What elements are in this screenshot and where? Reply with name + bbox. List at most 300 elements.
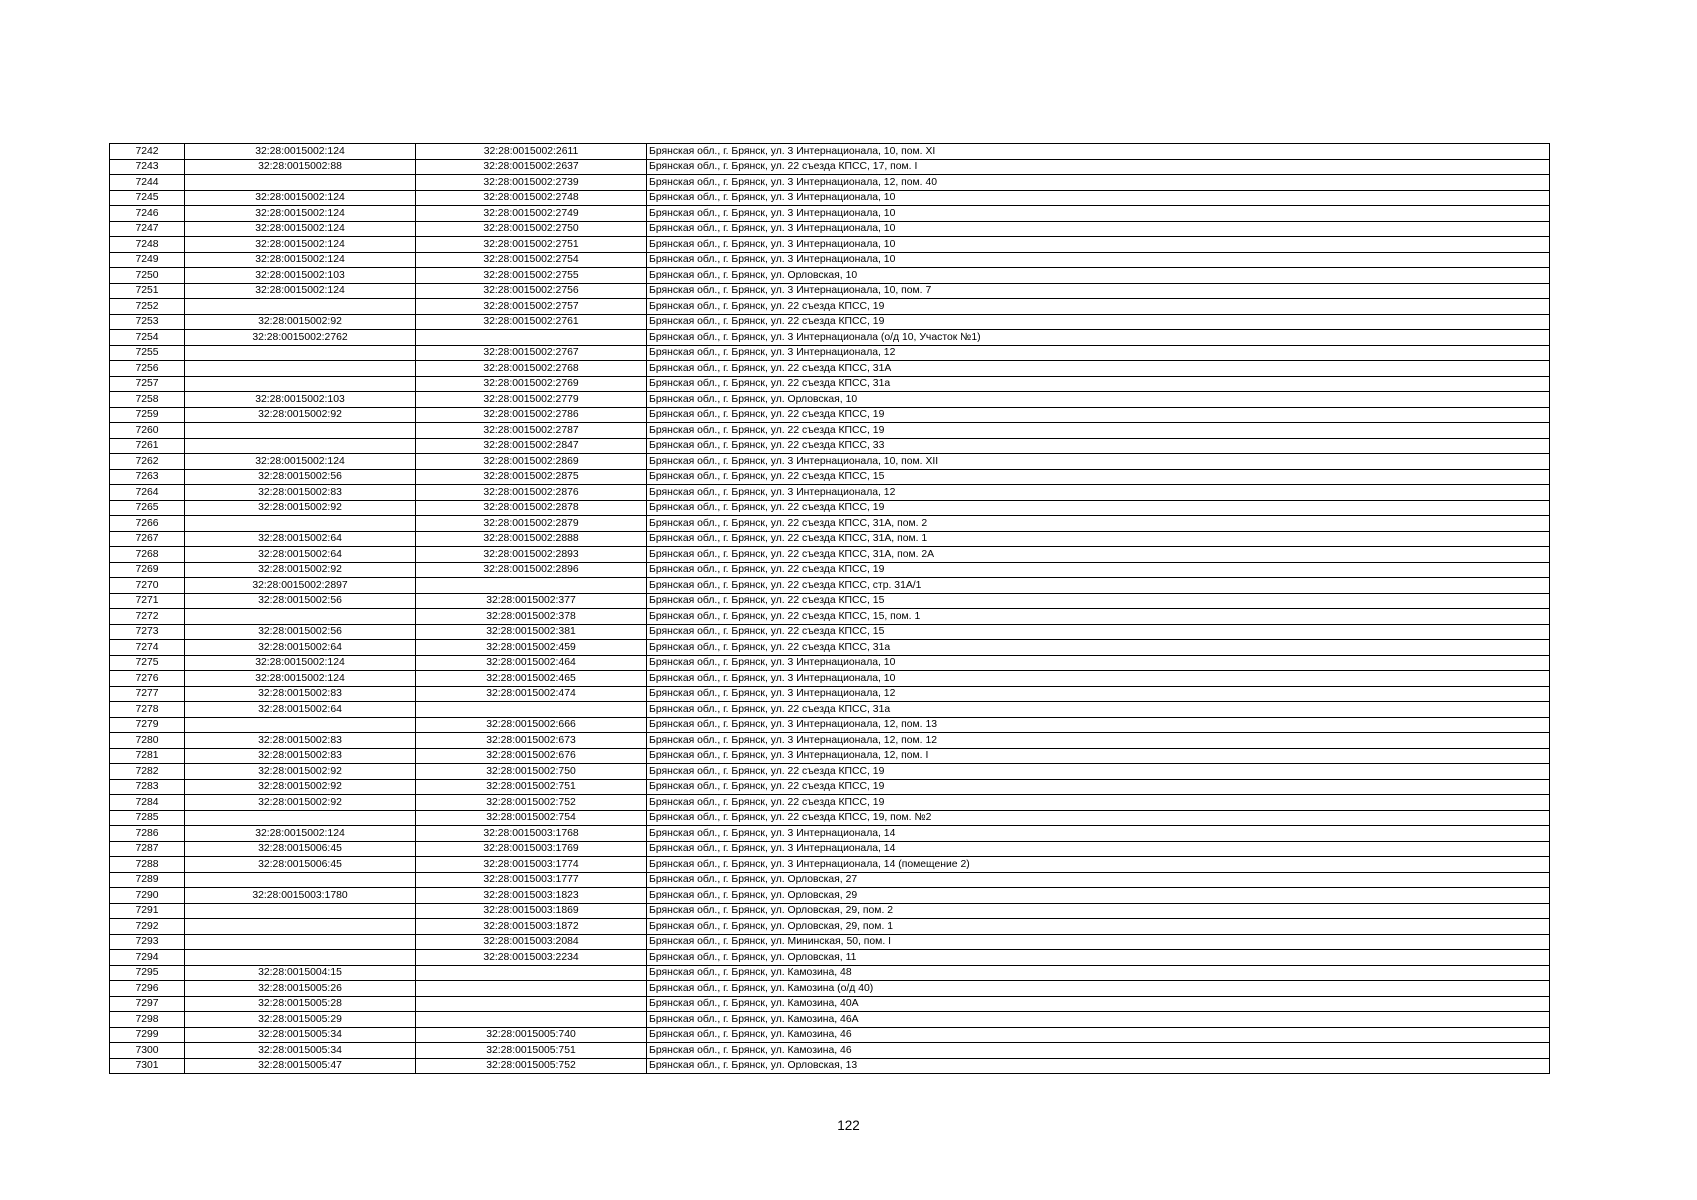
object-cadastral-number-cell: 32:28:0015002:2888	[416, 531, 647, 547]
parcel-cadastral-number-cell	[185, 423, 416, 439]
object-cadastral-number-cell: 32:28:0015002:2767	[416, 345, 647, 361]
address-cell: Брянская обл., г. Брянск, ул. 3 Интернационала, 10, пом. XI	[647, 144, 1550, 160]
row-number-cell: 7279	[110, 717, 185, 733]
table-row	[110, 965, 1550, 981]
address-cell: Брянская обл., г. Брянск, ул. 22 съезда КПСС, 19	[647, 795, 1550, 811]
address-cell: Брянская обл., г. Брянск, ул. 3 Интернационала, 10	[647, 237, 1550, 253]
address-cell: Брянская обл., г. Брянск, ул. Орловская, 29, пом. 2	[647, 903, 1550, 919]
row-number-cell: 7242	[110, 144, 185, 160]
parcel-cadastral-number-cell: 32:28:0015002:56	[185, 593, 416, 609]
address-cell: Брянская обл., г. Брянск, ул. 3 Интернационала (о/д 10, Участок №1)	[647, 330, 1550, 346]
row-number-cell: 7276	[110, 671, 185, 687]
parcel-cadastral-number-cell: 32:28:0015005:28	[185, 996, 416, 1012]
address-cell: Брянская обл., г. Брянск, ул. 22 съезда КПСС, 19	[647, 562, 1550, 578]
object-cadastral-number-cell: 32:28:0015002:2751	[416, 237, 647, 253]
object-cadastral-number-cell: 32:28:0015003:1823	[416, 888, 647, 904]
parcel-cadastral-number-cell: 32:28:0015002:92	[185, 407, 416, 423]
table-row	[110, 996, 1550, 1012]
row-number-cell: 7269	[110, 562, 185, 578]
address-cell: Брянская обл., г. Брянск, ул. 3 Интернационала, 12, пом. 40	[647, 175, 1550, 191]
table-row	[110, 144, 1550, 160]
address-cell: Брянская обл., г. Брянск, ул. 22 съезда КПСС, 31А, пом. 2	[647, 516, 1550, 532]
address-cell: Брянская обл., г. Брянск, ул. Камозина, 46	[647, 1043, 1550, 1059]
row-number-cell: 7256	[110, 361, 185, 377]
table-row	[110, 438, 1550, 454]
table-row	[110, 903, 1550, 919]
parcel-cadastral-number-cell: 32:28:0015002:103	[185, 268, 416, 284]
row-number-cell: 7270	[110, 578, 185, 594]
object-cadastral-number-cell	[416, 1012, 647, 1028]
registry-table	[109, 143, 1550, 1074]
address-cell: Брянская обл., г. Брянск, ул. 22 съезда КПСС, 15	[647, 593, 1550, 609]
address-cell: Брянская обл., г. Брянск, ул. 3 Интернационала, 10	[647, 206, 1550, 222]
parcel-cadastral-number-cell: 32:28:0015002:124	[185, 190, 416, 206]
parcel-cadastral-number-cell: 32:28:0015005:26	[185, 981, 416, 997]
table-row	[110, 779, 1550, 795]
row-number-cell: 7301	[110, 1058, 185, 1074]
object-cadastral-number-cell	[416, 578, 647, 594]
row-number-cell: 7297	[110, 996, 185, 1012]
row-number-cell: 7263	[110, 469, 185, 485]
row-number-cell: 7290	[110, 888, 185, 904]
row-number-cell: 7266	[110, 516, 185, 532]
row-number-cell: 7299	[110, 1027, 185, 1043]
table-row	[110, 640, 1550, 656]
address-cell: Брянская обл., г. Брянск, ул. 3 Интернационала, 14	[647, 841, 1550, 857]
parcel-cadastral-number-cell: 32:28:0015005:29	[185, 1012, 416, 1028]
parcel-cadastral-number-cell: 32:28:0015002:124	[185, 252, 416, 268]
row-number-cell: 7254	[110, 330, 185, 346]
object-cadastral-number-cell: 32:28:0015002:2779	[416, 392, 647, 408]
address-cell: Брянская обл., г. Брянск, ул. Орловская, 10	[647, 268, 1550, 284]
table-row	[110, 175, 1550, 191]
object-cadastral-number-cell: 32:28:0015002:474	[416, 686, 647, 702]
object-cadastral-number-cell: 32:28:0015002:2896	[416, 562, 647, 578]
row-number-cell: 7251	[110, 283, 185, 299]
object-cadastral-number-cell: 32:28:0015002:2879	[416, 516, 647, 532]
object-cadastral-number-cell: 32:28:0015003:1872	[416, 919, 647, 935]
address-cell: Брянская обл., г. Брянск, ул. 3 Интернационала, 10	[647, 252, 1550, 268]
parcel-cadastral-number-cell: 32:28:0015002:64	[185, 547, 416, 563]
address-cell: Брянская обл., г. Брянск, ул. 22 съезда КПСС, 19	[647, 314, 1550, 330]
object-cadastral-number-cell: 32:28:0015002:2755	[416, 268, 647, 284]
object-cadastral-number-cell	[416, 702, 647, 718]
parcel-cadastral-number-cell	[185, 345, 416, 361]
address-cell: Брянская обл., г. Брянск, ул. 22 съезда КПСС, 19	[647, 500, 1550, 516]
object-cadastral-number-cell: 32:28:0015002:754	[416, 810, 647, 826]
row-number-cell: 7289	[110, 872, 185, 888]
parcel-cadastral-number-cell: 32:28:0015002:83	[185, 748, 416, 764]
table-row	[110, 872, 1550, 888]
object-cadastral-number-cell: 32:28:0015002:2757	[416, 299, 647, 315]
row-number-cell: 7292	[110, 919, 185, 935]
table-row	[110, 934, 1550, 950]
parcel-cadastral-number-cell	[185, 438, 416, 454]
table-row	[110, 392, 1550, 408]
table-row	[110, 1058, 1550, 1074]
row-number-cell: 7262	[110, 454, 185, 470]
address-cell: Брянская обл., г. Брянск, ул. 22 съезда КПСС, 19	[647, 423, 1550, 439]
address-cell: Брянская обл., г. Брянск, ул. Мининская, 50, пом. I	[647, 934, 1550, 950]
row-number-cell: 7252	[110, 299, 185, 315]
table-row	[110, 609, 1550, 625]
parcel-cadastral-number-cell: 32:28:0015002:2762	[185, 330, 416, 346]
object-cadastral-number-cell: 32:28:0015002:2847	[416, 438, 647, 454]
table-row	[110, 795, 1550, 811]
registry-table-body	[110, 144, 1550, 1074]
row-number-cell: 7288	[110, 857, 185, 873]
parcel-cadastral-number-cell: 32:28:0015002:124	[185, 144, 416, 160]
row-number-cell: 7245	[110, 190, 185, 206]
table-row	[110, 454, 1550, 470]
address-cell: Брянская обл., г. Брянск, ул. 22 съезда КПСС, 15	[647, 624, 1550, 640]
object-cadastral-number-cell: 32:28:0015002:459	[416, 640, 647, 656]
table-row	[110, 345, 1550, 361]
parcel-cadastral-number-cell: 32:28:0015003:1780	[185, 888, 416, 904]
parcel-cadastral-number-cell	[185, 934, 416, 950]
address-cell: Брянская обл., г. Брянск, ул. 22 съезда КПСС, 31А	[647, 361, 1550, 377]
parcel-cadastral-number-cell	[185, 361, 416, 377]
table-row	[110, 237, 1550, 253]
object-cadastral-number-cell: 32:28:0015002:2869	[416, 454, 647, 470]
row-number-cell: 7271	[110, 593, 185, 609]
address-cell: Брянская обл., г. Брянск, ул. 22 съезда КПСС, 31а	[647, 702, 1550, 718]
table-row	[110, 159, 1550, 175]
address-cell: Брянская обл., г. Брянск, ул. 22 съезда КПСС, 19	[647, 764, 1550, 780]
address-cell: Брянская обл., г. Брянск, ул. 3 Интернационала, 12, пом. 12	[647, 733, 1550, 749]
address-cell: Брянская обл., г. Брянск, ул. 22 съезда КПСС, 19	[647, 779, 1550, 795]
table-row	[110, 330, 1550, 346]
table-row	[110, 299, 1550, 315]
address-cell: Брянская обл., г. Брянск, ул. 22 съезда КПСС, 31а	[647, 376, 1550, 392]
parcel-cadastral-number-cell: 32:28:0015002:124	[185, 655, 416, 671]
address-cell: Брянская обл., г. Брянск, ул. Орловская, 10	[647, 392, 1550, 408]
object-cadastral-number-cell	[416, 965, 647, 981]
row-number-cell: 7273	[110, 624, 185, 640]
parcel-cadastral-number-cell: 32:28:0015002:124	[185, 826, 416, 842]
table-row	[110, 516, 1550, 532]
table-row	[110, 1043, 1550, 1059]
object-cadastral-number-cell: 32:28:0015002:750	[416, 764, 647, 780]
parcel-cadastral-number-cell: 32:28:0015006:45	[185, 857, 416, 873]
row-number-cell: 7258	[110, 392, 185, 408]
object-cadastral-number-cell: 32:28:0015002:752	[416, 795, 647, 811]
parcel-cadastral-number-cell: 32:28:0015002:124	[185, 671, 416, 687]
address-cell: Брянская обл., г. Брянск, ул. 3 Интернационала, 12	[647, 686, 1550, 702]
row-number-cell: 7275	[110, 655, 185, 671]
object-cadastral-number-cell: 32:28:0015002:378	[416, 609, 647, 625]
table-row	[110, 857, 1550, 873]
parcel-cadastral-number-cell: 32:28:0015002:124	[185, 454, 416, 470]
address-cell: Брянская обл., г. Брянск, ул. Орловская, 29, пом. 1	[647, 919, 1550, 935]
object-cadastral-number-cell: 32:28:0015002:2761	[416, 314, 647, 330]
address-cell: Брянская обл., г. Брянск, ул. 22 съезда КПСС, 19	[647, 299, 1550, 315]
table-row	[110, 981, 1550, 997]
parcel-cadastral-number-cell: 32:28:0015002:124	[185, 221, 416, 237]
table-row	[110, 717, 1550, 733]
table-row	[110, 268, 1550, 284]
parcel-cadastral-number-cell: 32:28:0015002:56	[185, 469, 416, 485]
object-cadastral-number-cell: 32:28:0015002:2749	[416, 206, 647, 222]
table-row	[110, 578, 1550, 594]
object-cadastral-number-cell: 32:28:0015002:2739	[416, 175, 647, 191]
parcel-cadastral-number-cell: 32:28:0015002:92	[185, 764, 416, 780]
object-cadastral-number-cell: 32:28:0015002:381	[416, 624, 647, 640]
row-number-cell: 7257	[110, 376, 185, 392]
table-row	[110, 686, 1550, 702]
row-number-cell: 7267	[110, 531, 185, 547]
table-row	[110, 671, 1550, 687]
parcel-cadastral-number-cell: 32:28:0015002:64	[185, 531, 416, 547]
row-number-cell: 7280	[110, 733, 185, 749]
parcel-cadastral-number-cell: 32:28:0015002:64	[185, 640, 416, 656]
table-row	[110, 919, 1550, 935]
object-cadastral-number-cell: 32:28:0015003:2234	[416, 950, 647, 966]
object-cadastral-number-cell: 32:28:0015002:2750	[416, 221, 647, 237]
parcel-cadastral-number-cell	[185, 872, 416, 888]
table-row	[110, 562, 1550, 578]
table-row	[110, 764, 1550, 780]
table-row	[110, 407, 1550, 423]
object-cadastral-number-cell: 32:28:0015002:673	[416, 733, 647, 749]
address-cell: Брянская обл., г. Брянск, ул. 22 съезда КПСС, 33	[647, 438, 1550, 454]
row-number-cell: 7261	[110, 438, 185, 454]
table-row	[110, 841, 1550, 857]
parcel-cadastral-number-cell	[185, 810, 416, 826]
parcel-cadastral-number-cell: 32:28:0015002:88	[185, 159, 416, 175]
address-cell: Брянская обл., г. Брянск, ул. 3 Интернационала, 10, пом. 7	[647, 283, 1550, 299]
table-row	[110, 423, 1550, 439]
object-cadastral-number-cell: 32:28:0015005:752	[416, 1058, 647, 1074]
object-cadastral-number-cell: 32:28:0015003:1769	[416, 841, 647, 857]
object-cadastral-number-cell: 32:28:0015002:666	[416, 717, 647, 733]
row-number-cell: 7268	[110, 547, 185, 563]
address-cell: Брянская обл., г. Брянск, ул. Орловская, 13	[647, 1058, 1550, 1074]
table-row	[110, 888, 1550, 904]
table-row	[110, 485, 1550, 501]
row-number-cell: 7296	[110, 981, 185, 997]
address-cell: Брянская обл., г. Брянск, ул. Орловская, 27	[647, 872, 1550, 888]
parcel-cadastral-number-cell	[185, 516, 416, 532]
object-cadastral-number-cell: 32:28:0015002:2875	[416, 469, 647, 485]
parcel-cadastral-number-cell	[185, 903, 416, 919]
parcel-cadastral-number-cell: 32:28:0015005:34	[185, 1043, 416, 1059]
address-cell: Брянская обл., г. Брянск, ул. Орловская, 11	[647, 950, 1550, 966]
address-cell: Брянская обл., г. Брянск, ул. 3 Интернационала, 12, пом. 13	[647, 717, 1550, 733]
parcel-cadastral-number-cell: 32:28:0015002:124	[185, 206, 416, 222]
parcel-cadastral-number-cell: 32:28:0015002:92	[185, 795, 416, 811]
row-number-cell: 7287	[110, 841, 185, 857]
object-cadastral-number-cell: 32:28:0015002:2756	[416, 283, 647, 299]
table-row	[110, 206, 1550, 222]
row-number-cell: 7286	[110, 826, 185, 842]
object-cadastral-number-cell: 32:28:0015002:2876	[416, 485, 647, 501]
parcel-cadastral-number-cell: 32:28:0015006:45	[185, 841, 416, 857]
address-cell: Брянская обл., г. Брянск, ул. 3 Интернационала, 12	[647, 485, 1550, 501]
parcel-cadastral-number-cell: 32:28:0015002:83	[185, 485, 416, 501]
address-cell: Брянская обл., г. Брянск, ул. 22 съезда КПСС, 19	[647, 407, 1550, 423]
parcel-cadastral-number-cell: 32:28:0015002:124	[185, 237, 416, 253]
address-cell: Брянская обл., г. Брянск, ул. Камозина, 46	[647, 1027, 1550, 1043]
parcel-cadastral-number-cell: 32:28:0015002:124	[185, 283, 416, 299]
table-row	[110, 624, 1550, 640]
address-cell: Брянская обл., г. Брянск, ул. 22 съезда КПСС, 31А, пом. 2А	[647, 547, 1550, 563]
row-number-cell: 7278	[110, 702, 185, 718]
table-row	[110, 1012, 1550, 1028]
table-row	[110, 593, 1550, 609]
table-row	[110, 283, 1550, 299]
row-number-cell: 7259	[110, 407, 185, 423]
object-cadastral-number-cell	[416, 981, 647, 997]
table-row	[110, 376, 1550, 392]
parcel-cadastral-number-cell: 32:28:0015002:92	[185, 562, 416, 578]
table-row	[110, 733, 1550, 749]
row-number-cell: 7260	[110, 423, 185, 439]
row-number-cell: 7274	[110, 640, 185, 656]
address-cell: Брянская обл., г. Брянск, ул. 3 Интернационала, 10, пом. XII	[647, 454, 1550, 470]
row-number-cell: 7282	[110, 764, 185, 780]
object-cadastral-number-cell: 32:28:0015002:377	[416, 593, 647, 609]
address-cell: Брянская обл., г. Брянск, ул. 3 Интернационала, 10	[647, 671, 1550, 687]
parcel-cadastral-number-cell	[185, 299, 416, 315]
table-row	[110, 500, 1550, 516]
object-cadastral-number-cell	[416, 996, 647, 1012]
address-cell: Брянская обл., г. Брянск, ул. 22 съезда КПСС, 15	[647, 469, 1550, 485]
row-number-cell: 7284	[110, 795, 185, 811]
row-number-cell: 7247	[110, 221, 185, 237]
row-number-cell: 7248	[110, 237, 185, 253]
object-cadastral-number-cell: 32:28:0015002:464	[416, 655, 647, 671]
parcel-cadastral-number-cell: 32:28:0015002:103	[185, 392, 416, 408]
address-cell: Брянская обл., г. Брянск, ул. 3 Интернационала, 10	[647, 221, 1550, 237]
row-number-cell: 7246	[110, 206, 185, 222]
object-cadastral-number-cell: 32:28:0015002:2878	[416, 500, 647, 516]
address-cell: Брянская обл., г. Брянск, ул. 22 съезда КПСС, стр. 31А/1	[647, 578, 1550, 594]
table-row	[110, 1027, 1550, 1043]
object-cadastral-number-cell: 32:28:0015002:2637	[416, 159, 647, 175]
row-number-cell: 7283	[110, 779, 185, 795]
address-cell: Брянская обл., г. Брянск, ул. 3 Интернационала, 14	[647, 826, 1550, 842]
object-cadastral-number-cell: 32:28:0015005:751	[416, 1043, 647, 1059]
table-row	[110, 702, 1550, 718]
row-number-cell: 7243	[110, 159, 185, 175]
parcel-cadastral-number-cell: 32:28:0015002:83	[185, 686, 416, 702]
address-cell: Брянская обл., г. Брянск, ул. 22 съезда КПСС, 19, пом. №2	[647, 810, 1550, 826]
parcel-cadastral-number-cell: 32:28:0015002:92	[185, 779, 416, 795]
address-cell: Брянская обл., г. Брянск, ул. Камозина, 46А	[647, 1012, 1550, 1028]
table-row	[110, 221, 1550, 237]
table-row	[110, 547, 1550, 563]
row-number-cell: 7250	[110, 268, 185, 284]
row-number-cell: 7285	[110, 810, 185, 826]
address-cell: Брянская обл., г. Брянск, ул. 22 съезда КПСС, 31а	[647, 640, 1550, 656]
parcel-cadastral-number-cell: 32:28:0015002:56	[185, 624, 416, 640]
row-number-cell: 7294	[110, 950, 185, 966]
address-cell: Брянская обл., г. Брянск, ул. Камозина (о/д 40)	[647, 981, 1550, 997]
address-cell: Брянская обл., г. Брянск, ул. 3 Интернационала, 10	[647, 655, 1550, 671]
parcel-cadastral-number-cell	[185, 950, 416, 966]
object-cadastral-number-cell: 32:28:0015002:751	[416, 779, 647, 795]
object-cadastral-number-cell: 32:28:0015002:2893	[416, 547, 647, 563]
row-number-cell: 7249	[110, 252, 185, 268]
row-number-cell: 7291	[110, 903, 185, 919]
table-row	[110, 531, 1550, 547]
parcel-cadastral-number-cell: 32:28:0015002:64	[185, 702, 416, 718]
address-cell: Брянская обл., г. Брянск, ул. 22 съезда КПСС, 31А, пом. 1	[647, 531, 1550, 547]
address-cell: Брянская обл., г. Брянск, ул. 3 Интернационала, 10	[647, 190, 1550, 206]
row-number-cell: 7295	[110, 965, 185, 981]
table-row	[110, 190, 1550, 206]
row-number-cell: 7244	[110, 175, 185, 191]
address-cell: Брянская обл., г. Брянск, ул. Камозина, 48	[647, 965, 1550, 981]
parcel-cadastral-number-cell: 32:28:0015002:2897	[185, 578, 416, 594]
parcel-cadastral-number-cell	[185, 376, 416, 392]
row-number-cell: 7300	[110, 1043, 185, 1059]
table-row	[110, 252, 1550, 268]
object-cadastral-number-cell	[416, 330, 647, 346]
object-cadastral-number-cell: 32:28:0015002:2786	[416, 407, 647, 423]
row-number-cell: 7293	[110, 934, 185, 950]
parcel-cadastral-number-cell: 32:28:0015002:92	[185, 500, 416, 516]
address-cell: Брянская обл., г. Брянск, ул. 3 Интернационала, 12, пом. I	[647, 748, 1550, 764]
object-cadastral-number-cell: 32:28:0015005:740	[416, 1027, 647, 1043]
row-number-cell: 7264	[110, 485, 185, 501]
parcel-cadastral-number-cell: 32:28:0015002:92	[185, 314, 416, 330]
table-row	[110, 950, 1550, 966]
object-cadastral-number-cell: 32:28:0015003:1768	[416, 826, 647, 842]
table-row	[110, 314, 1550, 330]
row-number-cell: 7265	[110, 500, 185, 516]
address-cell: Брянская обл., г. Брянск, ул. 3 Интернационала, 12	[647, 345, 1550, 361]
table-row	[110, 826, 1550, 842]
parcel-cadastral-number-cell: 32:28:0015004:15	[185, 965, 416, 981]
object-cadastral-number-cell: 32:28:0015002:2611	[416, 144, 647, 160]
object-cadastral-number-cell: 32:28:0015003:1777	[416, 872, 647, 888]
row-number-cell: 7281	[110, 748, 185, 764]
table-row	[110, 748, 1550, 764]
table-row	[110, 810, 1550, 826]
object-cadastral-number-cell: 32:28:0015003:2084	[416, 934, 647, 950]
address-cell: Брянская обл., г. Брянск, ул. Камозина, 40А	[647, 996, 1550, 1012]
object-cadastral-number-cell: 32:28:0015002:2769	[416, 376, 647, 392]
row-number-cell: 7253	[110, 314, 185, 330]
parcel-cadastral-number-cell	[185, 919, 416, 935]
parcel-cadastral-number-cell	[185, 717, 416, 733]
parcel-cadastral-number-cell: 32:28:0015005:34	[185, 1027, 416, 1043]
row-number-cell: 7277	[110, 686, 185, 702]
object-cadastral-number-cell: 32:28:0015002:2787	[416, 423, 647, 439]
object-cadastral-number-cell: 32:28:0015002:2748	[416, 190, 647, 206]
object-cadastral-number-cell: 32:28:0015002:2768	[416, 361, 647, 377]
row-number-cell: 7298	[110, 1012, 185, 1028]
page-number: 122	[837, 1118, 860, 1133]
parcel-cadastral-number-cell: 32:28:0015005:47	[185, 1058, 416, 1074]
table-row	[110, 361, 1550, 377]
address-cell: Брянская обл., г. Брянск, ул. Орловская, 29	[647, 888, 1550, 904]
parcel-cadastral-number-cell	[185, 175, 416, 191]
parcel-cadastral-number-cell	[185, 609, 416, 625]
object-cadastral-number-cell: 32:28:0015002:676	[416, 748, 647, 764]
address-cell: Брянская обл., г. Брянск, ул. 22 съезда КПСС, 17, пом. I	[647, 159, 1550, 175]
address-cell: Брянская обл., г. Брянск, ул. 22 съезда КПСС, 15, пом. 1	[647, 609, 1550, 625]
object-cadastral-number-cell: 32:28:0015002:465	[416, 671, 647, 687]
table-row	[110, 655, 1550, 671]
row-number-cell: 7272	[110, 609, 185, 625]
object-cadastral-number-cell: 32:28:0015003:1869	[416, 903, 647, 919]
object-cadastral-number-cell: 32:28:0015002:2754	[416, 252, 647, 268]
table-row	[110, 469, 1550, 485]
row-number-cell: 7255	[110, 345, 185, 361]
